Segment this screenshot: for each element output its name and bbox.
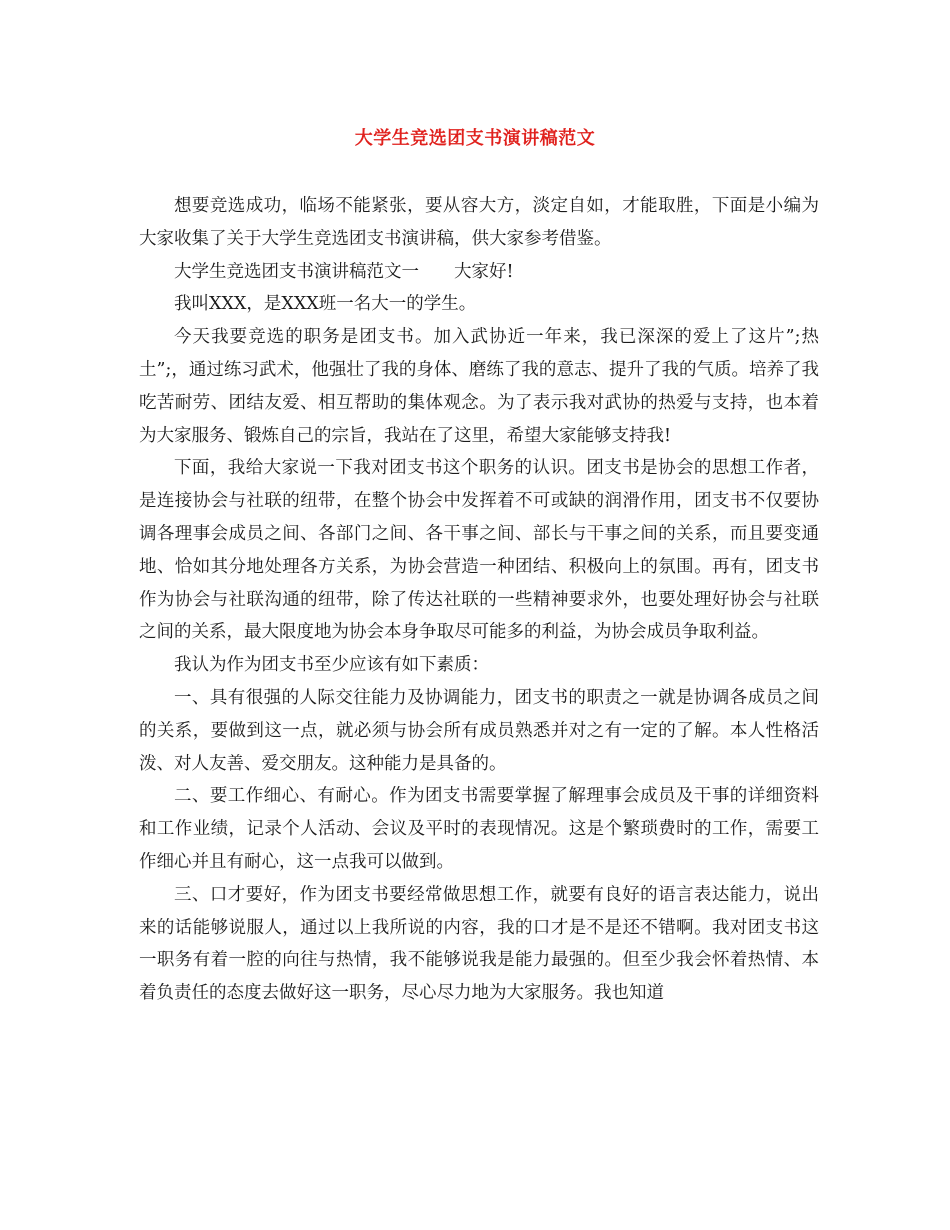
paragraph-quality-two: 二、要工作细心、有耐心。作为团支书需要掌握了解理事会成员及干事的详细资料和工作业绩，记录个人活动、会议及平时的表现情况。这是个繁琐费时的工作，需要工作细心并且有耐心，这一点我可以做到。 bbox=[139, 786, 819, 872]
paragraph-quality-three: 三、口才要好，作为团支书要经常做思想工作，就要有良好的语言表达能力，说出来的话能够说服人，通过以上我所说的内容，我的口才是不是还不错啊。我对团支书这一职务有着一腔的向往与热情，我不能够说我是能力最强的。但至少我会怀着热情、本着负责任的态度去做好这一职务，尽心尽力地为大家服务。我也知道 bbox=[139, 884, 819, 1004]
paragraph-role-understanding: 下面，我给大家说一下我对团支书这个职务的认识。团支书是协会的思想工作者，是连接协会与社联的纽带，在整个协会中发挥着不可或缺的润滑作用，团支书不仅要协调各理事会成员之间、各部门之间、各干事之间、部长与干事之间的关系，而且要变通地、恰如其分地处理各方关系，为协会营造一种团结、积极向上的氛围。再有，团支书作为协会与社联沟通的纽带，除了传达社联的一些精神要求外，也要处理好协会与社联之间的关系，最大限度地为协会本身争取尽可能多的利益，为协会成员争取利益。 bbox=[139, 458, 819, 643]
paragraph-position: 今天我要竞选的职务是团支书。加入武协近一年来，我已深深的爱上了这片”;热土”;，通过练习武术，他强壮了我的身体、磨练了我的意志、提升了我的气质。培养了我吃苦耐劳、团结友爱、相互帮助的集体观念。为了表示我对武协的热爱与支持，也本着为大家服务、锻炼自己的宗旨，我站在了这里，希望大家能够支持我! bbox=[139, 327, 819, 446]
paragraph-quality-one: 一、具有很强的人际交往能力及协调能力，团支书的职责之一就是协调各成员之间的关系，要做到这一点，就必须与协会所有成员熟悉并对之有一定的了解。本人性格活泼、对人友善、爱交朋友。这种能力是具备的。 bbox=[139, 687, 819, 774]
paragraph-qualities-heading: 我认为作为团支书至少应该有如下素质： bbox=[174, 655, 489, 676]
document-title: 大学生竞选团支书演讲稿范文 bbox=[354, 128, 596, 149]
paragraph-self-intro: 我叫XXX，是XXX班一名大一的学生。 bbox=[174, 294, 477, 315]
document-body bbox=[139, 190, 819, 1010]
paragraph-intro: 想要竞选成功，临场不能紧张，要从容大方，淡定自如，才能取胜，下面是小编为大家收集了关于大学生竞选团支书演讲稿，供大家参考借鉴。 bbox=[139, 196, 819, 249]
paragraph-greeting: 大学生竞选团支书演讲稿范文一 大家好! bbox=[174, 261, 514, 282]
